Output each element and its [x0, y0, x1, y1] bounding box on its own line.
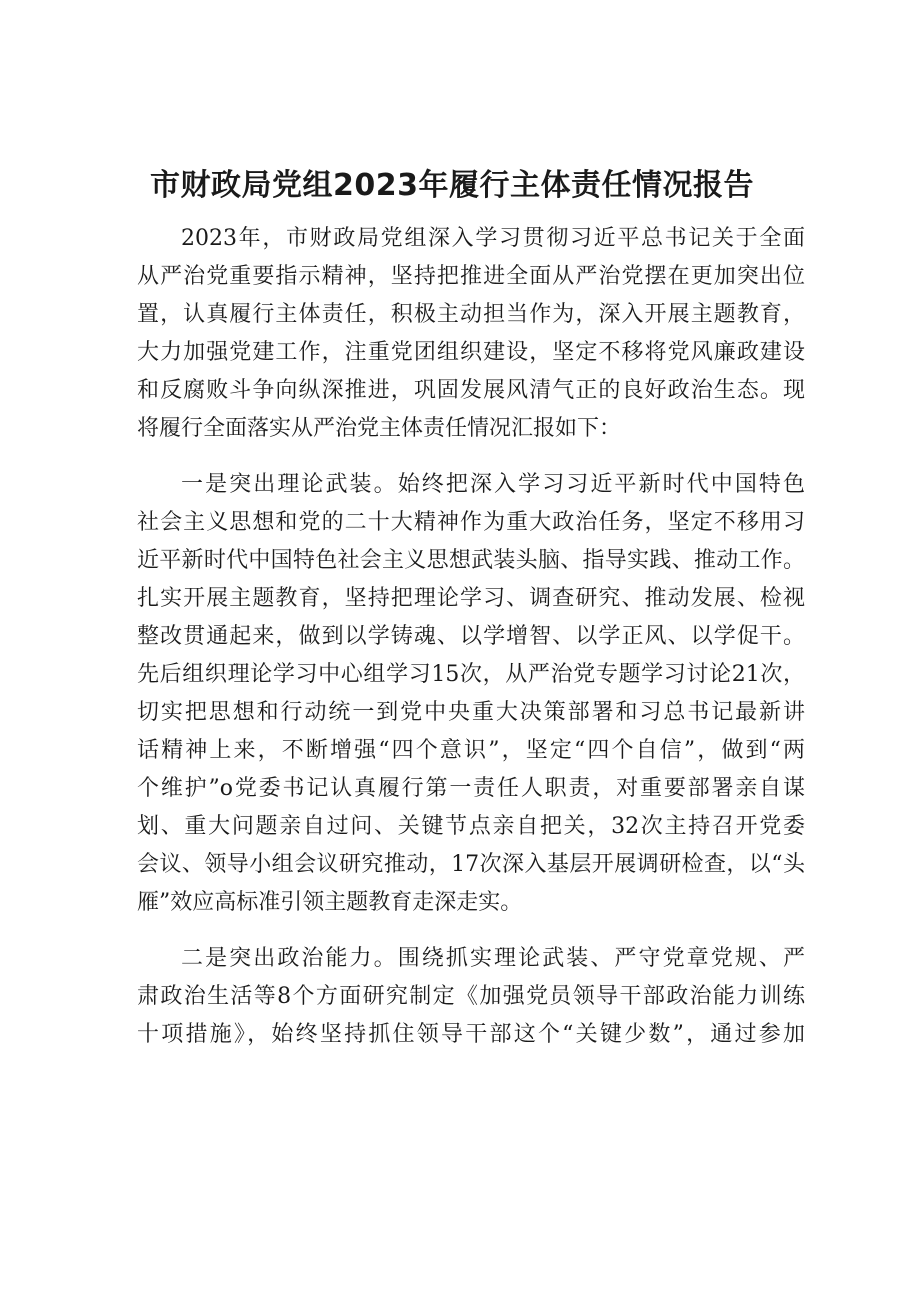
text-line: 切实把思想和行动统一到党中央重大决策部署和习总书记最新讲: [137, 700, 805, 725]
paragraph-spacer: [137, 922, 805, 940]
text-line: 和反腐败斗争向纵深推进，巩固发展风清气正的良好政治生态。现: [137, 378, 805, 403]
document-title: 市财政局党组2023年履行主体责任情况报告: [150, 168, 754, 203]
text-line: 十项措施》，始终坚持抓住领导干部这个“关键少数”，通过参加: [137, 1022, 805, 1047]
text-line: 划、重大问题亲自过问、关键节点亲自把关，32次主持召开党委: [137, 814, 805, 839]
text-line: 近平新时代中国特色社会主义思想武装头脑、指导实践、推动工作。: [137, 548, 805, 573]
paragraph: [137, 466, 805, 922]
text-line: 二是突出政治能力。围绕抓实理论武装、严守党章党规、严: [181, 946, 805, 971]
text-line: 雁”效应高标准引领主题教育走深走实。: [137, 890, 523, 915]
text-line: 话精神上来，不断增强“四个意识”，坚定“四个自信”，做到“两: [137, 738, 805, 763]
text-line: 会议、领导小组会议研究推动，17次深入基层开展调研检查，以“头: [137, 852, 805, 877]
text-line: 肃政治生活等8个方面研究制定《加强党员领导干部政治能力训练: [137, 984, 805, 1009]
document-body: [137, 220, 805, 1054]
text-line: 扎实开展主题教育，坚持把理论学习、调查研究、推动发展、检视: [137, 586, 805, 611]
text-line: 先后组织理论学习中心组学习15次，从严治党专题学习讨论21次，: [137, 662, 805, 687]
paragraph: [137, 220, 805, 448]
paragraph-spacer: [137, 448, 805, 466]
text-line: 从严治党重要指示精神，坚持把推进全面从严治党摆在更加突出位: [137, 264, 805, 289]
paragraph: [137, 940, 805, 1054]
text-line: 置，认真履行主体责任，积极主动担当作为，深入开展主题教育，: [137, 302, 805, 327]
text-line: 2023年，市财政局党组深入学习贯彻习近平总书记关于全面: [181, 226, 805, 251]
text-line: 一是突出理论武装。始终把深入学习习近平新时代中国特色: [181, 472, 805, 497]
text-line: 社会主义思想和党的二十大精神作为重大政治任务，坚定不移用习: [137, 510, 805, 535]
text-line: 将履行全面落实从严治党主体责任情况汇报如下：: [137, 416, 622, 441]
text-line: 整改贯通起来，做到以学铸魂、以学增智、以学正风、以学促干。: [137, 624, 805, 649]
text-line: 大力加强党建工作，注重党团组织建设，坚定不移将党风廉政建设: [137, 340, 805, 365]
text-line: 个维护”o党委书记认真履行第一责任人职责，对重要部署亲自谋: [137, 776, 805, 801]
